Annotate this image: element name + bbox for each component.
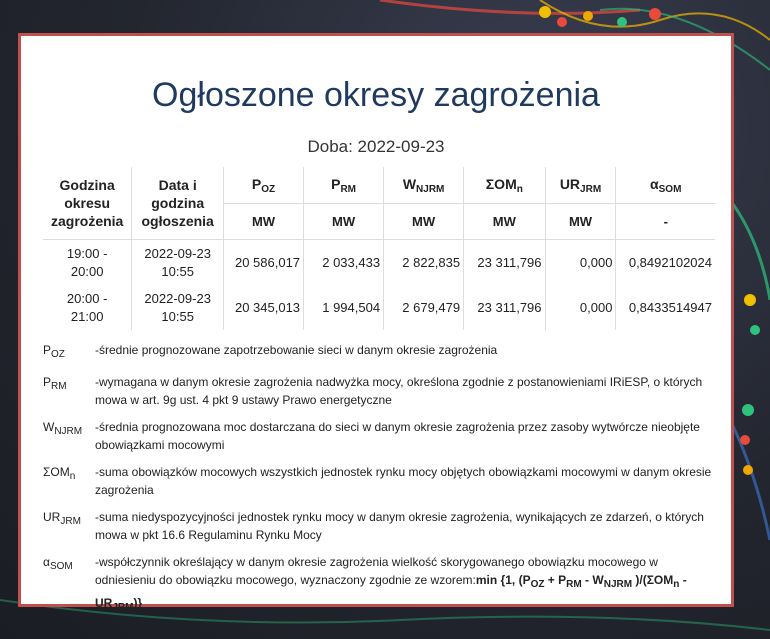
hazard-periods-card	[18, 33, 734, 613]
cell-prm: 2 033,433	[304, 240, 384, 286]
header-urjrm: $UR_{JRM}$	[545, 167, 616, 204]
unit-prm: MW	[304, 204, 384, 240]
page-title: Ogłoszone okresy zagrożenia	[152, 76, 600, 114]
cell-som: 23 311,796	[464, 285, 545, 330]
header-prm: $P_{RM}$	[304, 167, 384, 204]
legend-item-som: $\Sigma OM_n$ -suma obowiązków mocowych wszystkich jednostek rynku mocy objętych obowiązkami mocowymi w danym okresie zagrożenia	[43, 465, 712, 497]
unit-alpha: -	[616, 204, 715, 240]
cell-godzina: 20:00 - 21:00	[43, 285, 132, 330]
doba-date: Doba: 2022-09-23	[307, 137, 445, 156]
legend-item-prm: $P_{RM}$ -wymagana w danym okresie zagrożenia nadwyżka mocy, określona zgodnie z postanowieniami IRiESP, o których mowa w art. 9g ust. 4 pkt 9 ustawy Prawo energetyczne	[43, 375, 703, 407]
cell-data: 2022-09-23 10:55	[132, 285, 224, 330]
unit-urjrm: MW	[545, 204, 616, 240]
legend	[43, 341, 713, 626]
hazard-periods-table	[43, 167, 715, 330]
cell-alpha: 0,8492102024	[628, 254, 712, 270]
header-alpha: $\alpha_{SOM}$	[650, 175, 682, 195]
cell-poz: 20 345,013	[224, 285, 304, 330]
header-data: Data i godzina ogłoszenia	[132, 167, 224, 240]
unit-poz: MW	[224, 204, 304, 240]
legend-item-poz: $P_{OZ}$ -średnie prognozowane zapotrzebowanie sieci w danym okresie zagrożenia	[43, 343, 498, 360]
unit-som: MW	[464, 204, 545, 240]
cell-wnjrm: 2 679,479	[384, 285, 464, 330]
cell-prm: 1 994,504	[304, 285, 384, 330]
legend-item-alpha: $\alpha_{SOM}$ -współczynnik określający w danym okresie zagrożenia wielkość skorygowanego obowiązku mocowego w odniesieniu do obowiązku mocowego, wyznaczony zgodnie ze wzorem:min {1, ($P_{OZ} + P_{RM} - W_{NJRM}$ )$/(\Sigma OM_n - UR_{JRM})$}	[43, 555, 687, 613]
cell-godzina: 19:00 - 20:00	[43, 240, 132, 286]
cell-urjrm: 0,000	[545, 240, 616, 286]
alpha-description: -współczynnik określający w danym okresie zagrożenia wielkość skorygowanego obowiązku mocowego w odniesieniu do obowiązku mocowego, wyznaczony zgodnie ze wzorem:	[95, 555, 658, 587]
header-som: $\Sigma OM_n$	[464, 167, 545, 204]
cell-poz: 20 586,017	[224, 240, 304, 286]
cell-data: 2022-09-23 10:55	[132, 240, 224, 286]
cell-som: 23 311,796	[464, 240, 545, 286]
cell-urjrm: 0,000	[545, 285, 616, 330]
header-godzina: Godzina okresu zagrożenia	[43, 167, 132, 240]
table-row	[43, 285, 715, 330]
alpha-formula: min {1, ($P_{OZ} + P_{RM} - W_{NJRM}$ )$/(\Sigma OM_n - UR_{JRM})$}	[95, 573, 687, 613]
legend-item-urjrm: $UR_{JRM}$ -suma niedyspozycyjności jednostek rynku mocy w danym okresie zagrożenia, wynikających ze zdarzeń, o których mowa w pkt 16.6 Regulaminu Rynku Mocy	[43, 510, 704, 542]
unit-wnjrm: MW	[384, 204, 464, 240]
header-poz: $P_{OZ}$	[224, 167, 304, 204]
table-row	[43, 240, 715, 286]
header-wnjrm: $W_{NJRM}$	[384, 167, 464, 204]
cell-alpha: 0,8433514947	[628, 299, 712, 315]
cell-wnjrm: 2 822,835	[384, 240, 464, 286]
legend-item-wnjrm: $W_{NJRM}$ -średnia prognozowana moc dostarczana do sieci w danym okresie zagrożenia przez zasoby wytwórcze nieobjęte obowiązkami mocowymi	[43, 420, 700, 452]
